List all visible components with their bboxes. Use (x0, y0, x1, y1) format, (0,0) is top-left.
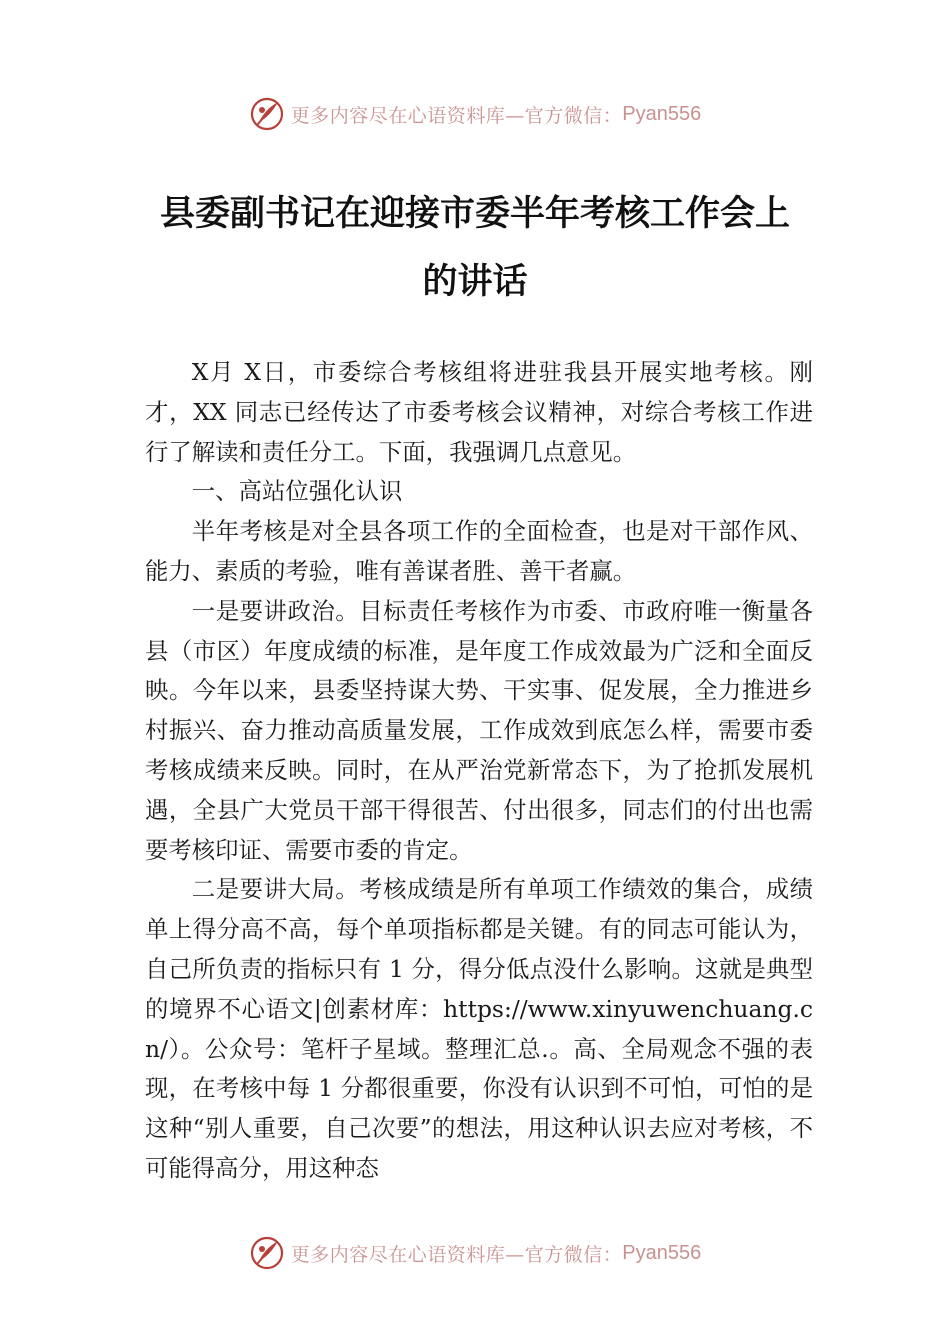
quill-pen-logo-icon (249, 96, 285, 132)
paragraph-intro: X月 X日，市委综合考核组将进驻我县开展实地考核。刚才，XX 同志已经传达了市委考核会议精神，对综合考核工作进行了解读和责任分工。下面，我强调几点意见。 (145, 358, 813, 466)
banner-wechat-handle: Pyan556 (622, 102, 702, 125)
banner-text: 更多内容尽在心语资料库—官方微信： (290, 104, 623, 127)
paragraph-point-politics: 一是要讲政治。目标责任考核作为市委、市政府唯一衡量各县（市区）年度成绩的标准，是年度工作成效最为广泛和全面反映。今年以来，县委坚持谋大势、干实事、促发展，全力推进乡村振兴、奋力推动高质量发展，工作成效到底怎么样，需要市委考核成绩来反映。同时，在从严治党新常态下，为了抢抓发展机遇，全县广大党员干部干得很苦、付出很多，同志们的付出也需要考核印证、需要市委的肯定。 (145, 596, 813, 864)
banner-text: 更多内容尽在心语资料库—官方微信： (290, 1243, 623, 1266)
header-watermark-banner (0, 92, 950, 136)
document-body (145, 353, 813, 1189)
banner-wechat-handle: Pyan556 (622, 1241, 702, 1264)
document-title-line-1: 县委副书记在迎接市委半年考核工作会上 (159, 193, 790, 234)
footer-watermark-banner (0, 1231, 950, 1275)
document-title-line-2: 的讲话 (422, 261, 528, 302)
quill-pen-logo-icon (249, 1235, 285, 1271)
section-heading-1: 一、高站位强化认识 (191, 477, 403, 506)
paragraph-point-big-picture: 二是要讲大局。考核成绩是所有单项工作绩效的集合，成绩单上得分高不高，每个单项指标都是关键。有的同志可能认为，自己所负责的指标只有 1 分，得分低点没什么影响。这就是典型的境界不心语文|创素材库：https://www.xinyuwenchuang.cn/）。公众号：笔杆子星域。整理汇总.。高、全局观念不强的表现，在考核中每 1 分都很重要，你没有认识到不可怕，可怕的是这种“别人重要，自己次要”的想法，用这种认识去应对考核，不可能得高分，用这种态 (145, 875, 813, 1182)
paragraph-section-summary: 半年考核是对全县各项工作的全面检查，也是对干部作风、能力、素质的考验，唯有善谋者胜、善干者赢。 (145, 517, 813, 585)
